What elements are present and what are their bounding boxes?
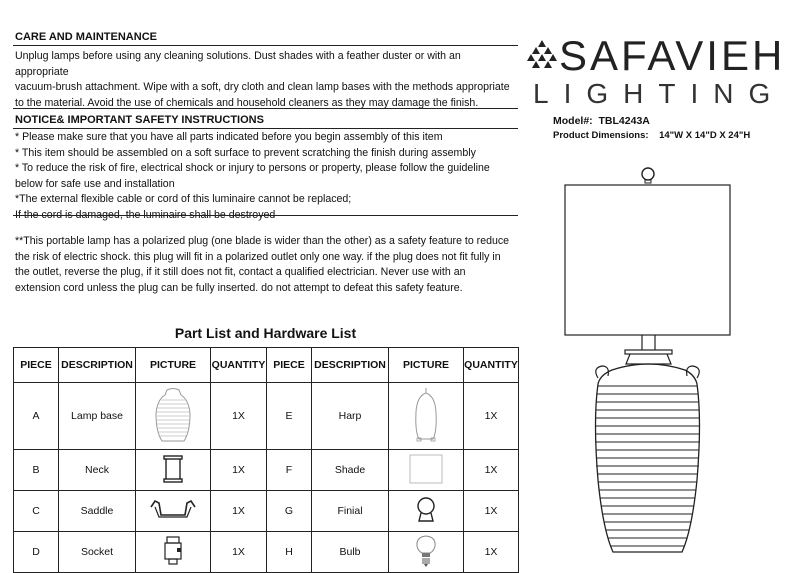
lamp-illustration (560, 160, 740, 564)
care-line: appropriate (15, 65, 69, 78)
care-bottom-rule (13, 108, 518, 109)
quantity-cell: 1X (464, 532, 519, 573)
piece-cell: G (267, 491, 312, 532)
neck-icon (162, 454, 184, 484)
socket-icon (162, 535, 184, 567)
care-text (15, 49, 525, 111)
dimensions-value: 14"W X 14"D X 24"H (659, 130, 751, 141)
shade-icon (409, 454, 443, 484)
col-header: QUANTITY (211, 348, 267, 383)
picture-cell (136, 450, 211, 491)
col-header: PICTURE (136, 348, 211, 383)
notice-line: * Please make sure that you have all parts indicated before you begin assembly of this item (15, 131, 443, 143)
table-row (14, 450, 519, 491)
dimensions-label: Product Dimensions: (553, 130, 649, 141)
col-header: PICTURE (389, 348, 464, 383)
description-cell: Lamp base (59, 383, 136, 450)
picture-cell (389, 450, 464, 491)
piece-cell: D (14, 532, 59, 573)
quantity-cell: 1X (211, 450, 267, 491)
picture-cell (389, 491, 464, 532)
piece-cell: C (14, 491, 59, 532)
picture-cell (389, 383, 464, 450)
quantity-cell: 1X (211, 383, 267, 450)
model-label: Model#: (553, 115, 593, 127)
notice-line: *The external flexible cable or cord of this luminaire cannot be replaced; (15, 193, 352, 206)
polarized-line: **This portable lamp has a polarized plug (one blade is wider than the other) as a safety feature to reduce (15, 235, 510, 247)
part-list-title: Part List and Hardware List (174, 325, 357, 341)
piece-cell: F (267, 450, 312, 491)
care-line: vacuum-brush attachment. Wipe with a soft, dry cloth and clean lamp bases with the methods appropriate (15, 81, 510, 94)
col-header: PIECE (14, 348, 59, 383)
table-row (14, 383, 519, 450)
description-cell: Shade (312, 450, 389, 491)
saddle-icon (149, 497, 197, 523)
polarized-line: the risk of electric shock. this plug will fit in a polarized outlet only one way. if the plug does not fit fully in (15, 250, 501, 263)
notice-text (15, 130, 525, 224)
quantity-cell: 1X (211, 491, 267, 532)
harp-icon (411, 386, 441, 444)
description-cell: Saddle (59, 491, 136, 532)
description-cell: Bulb (312, 532, 389, 573)
table-header-row (14, 348, 519, 383)
lamp-base-icon (153, 386, 193, 444)
illustration-finial (642, 168, 654, 180)
picture-cell (136, 383, 211, 450)
quantity-cell: 1X (464, 383, 519, 450)
notice-rule (13, 128, 518, 129)
dimensions-line (553, 130, 750, 141)
illustration-neck (625, 335, 672, 364)
care-rule (13, 45, 518, 46)
illustration-shade (565, 185, 730, 335)
care-line: to the material. Avoid the use of chemicals and household cleaners as they may damage the finish. (15, 96, 479, 109)
col-header: QUANTITY (464, 348, 519, 383)
col-header: PIECE (267, 348, 312, 383)
quantity-cell: 1X (464, 491, 519, 532)
notice-heading: NOTICE& IMPORTANT SAFETY INSTRUCTIONS (15, 114, 264, 126)
safavieh-logo-mark-icon (527, 38, 557, 68)
quantity-cell: 1X (211, 532, 267, 573)
polarized-plug-text (15, 234, 525, 296)
col-header: DESCRIPTION (59, 348, 136, 383)
care-heading: CARE AND MAINTENANCE (15, 31, 157, 43)
care-line: Unplug lamps before using any cleaning solutions. Dust shades with a feather duster or with an (15, 50, 461, 62)
quantity-cell: 1X (464, 450, 519, 491)
part-list-table (13, 347, 519, 573)
illustration-ridges (595, 386, 700, 546)
notice-line: If the cord is damaged, the luminaire shall be destroyed (15, 208, 276, 221)
model-line (553, 115, 650, 127)
table-row (14, 532, 519, 573)
description-cell: Finial (312, 491, 389, 532)
model-value: TBL4243A (598, 115, 650, 127)
notice-line: * To reduce the risk of fire, electrical shock or injury to persons or property, please follow the guideline (15, 162, 490, 175)
col-header: DESCRIPTION (312, 348, 389, 383)
piece-cell: E (267, 383, 312, 450)
description-cell: Harp (312, 383, 389, 450)
polarized-line: the outlet, reverse the plug, if it still does not fit, contact a qualified electrician. Never use with an (15, 266, 466, 279)
notice-line: * This item should be assembled on a soft surface to prevent scratching the finish during assembly (15, 146, 476, 159)
bulb-icon (414, 534, 438, 568)
notice-line: below for safe use and installation (15, 177, 175, 190)
brand-subtitle: LIGHTING (533, 78, 786, 109)
table-row (14, 491, 519, 532)
brand-name: SAFAVIEH (559, 32, 786, 79)
picture-cell (389, 532, 464, 573)
picture-cell (136, 532, 211, 573)
description-cell: Socket (59, 532, 136, 573)
finial-icon (414, 495, 438, 525)
notice-bottom-rule (13, 215, 518, 216)
piece-cell: H (267, 532, 312, 573)
description-cell: Neck (59, 450, 136, 491)
piece-cell: A (14, 383, 59, 450)
picture-cell (136, 491, 211, 532)
piece-cell: B (14, 450, 59, 491)
polarized-line: extension cord unless the plug can be fully inserted. do not attempt to defeat this safety feature. (15, 281, 463, 294)
